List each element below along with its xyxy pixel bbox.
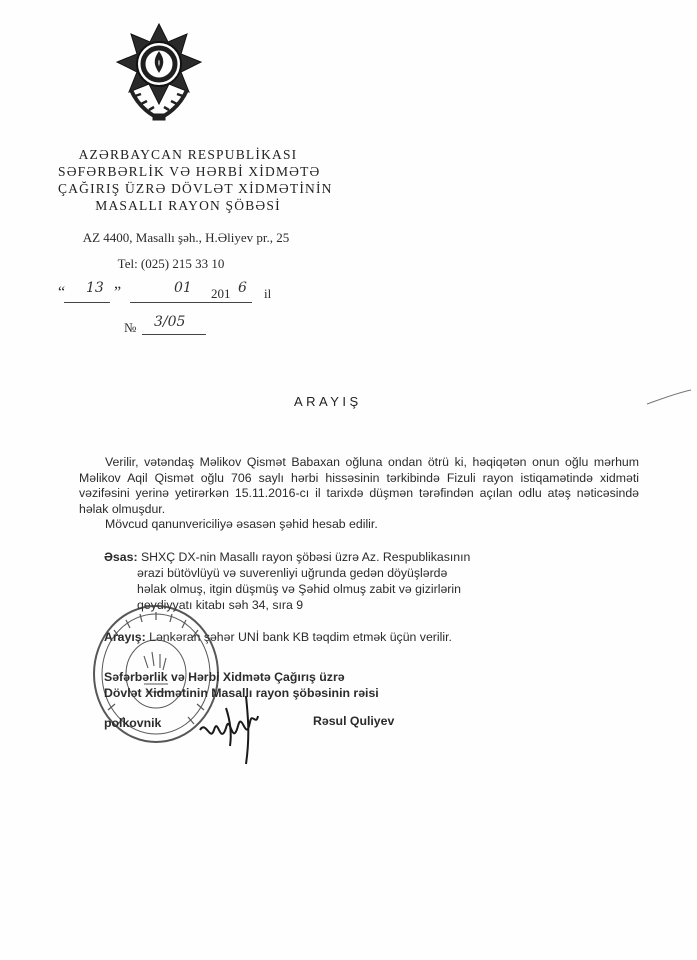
body-paragraph-2: Mövcud qanunvericiliyə əsasən şəhid hesab edilir. xyxy=(105,517,378,531)
date-month: 01 xyxy=(174,280,192,296)
org-name-line-4: MASALLI RAYON ŞÖBƏSİ xyxy=(95,198,281,213)
date-year-digit: 6 xyxy=(238,280,247,296)
state-emblem-icon xyxy=(113,20,205,122)
organization-header xyxy=(58,146,333,214)
basis-line-4: qeydiyyatı kitabı səh 34, sıra 9 xyxy=(137,598,304,612)
date-day: 13 xyxy=(86,280,104,296)
date-day-underline xyxy=(64,302,110,303)
org-name-line-3: ÇAĞIRIŞ ÜZRƏ DÖVLƏT XİDMƏTİNİN xyxy=(58,181,333,196)
date-close-quote: ” xyxy=(114,284,122,301)
basis-label: Əsas: xyxy=(104,550,138,564)
document-body xyxy=(79,455,639,533)
handwritten-signature-icon xyxy=(196,686,276,766)
document-title: ARAYIŞ xyxy=(294,394,362,409)
document-date xyxy=(58,280,318,306)
body-paragraph-1: Verilir, vətəndaş Məlikov Qismət Babaxan oğluna ondan ötrü ki, həqiqətən onun oğlu mərhum Məlikov Aqil Qismət oğlu 706 saylı hərbi hissəsinin tərkibində Fizuli rayon istiqamətində xidməti vəzifəsini yerinə yetirərkən 15.11.2016-cı il tarixdə düşmən tərəfindən açılan odlu atəş nəticəsində həlak olmuşdur. xyxy=(79,455,639,516)
org-name-line-2: SƏFƏRBƏRLİK VƏ HƏRBİ XİDMƏTƏ xyxy=(58,164,321,179)
document-number xyxy=(124,314,234,338)
date-suffix: il xyxy=(264,286,272,301)
date-year-prefix: 201 xyxy=(211,286,231,301)
purpose-text: Lənkəran şəhər UNİ bank KB təqdim etmək üçün verilir. xyxy=(149,630,452,644)
signatory-rank: polkovnik xyxy=(104,716,162,730)
basis-line-3: həlak olmuş, itgin düşmüş və Şəhid olmuş zabit və gizirlərin xyxy=(137,582,461,596)
date-open-quote: “ xyxy=(58,284,66,301)
basis-line-1: SHXÇ DX-nin Masallı rayon şöbəsi üzrə Az. Respublikasının xyxy=(140,550,471,564)
org-address: AZ 4400, Masallı şəh., H.Əliyev pr., 25 xyxy=(82,230,290,245)
number-value: 3/05 xyxy=(154,314,186,330)
pen-stroke-mark xyxy=(645,388,693,408)
signatory-org-line-2: Dövlət Xidmətinin Masallı rayon şöbəsinin rəisi xyxy=(104,686,379,700)
number-underline xyxy=(142,334,206,335)
signatory-name: Rəsul Quliyev xyxy=(313,714,395,728)
signatory-org-line-1: Səfərbərlik və Hərbi Xidmətə Çağırış üzrə xyxy=(104,670,345,684)
date-month-underline xyxy=(130,302,248,303)
basis-line-2: ərazi bütövlüyü və suverenliyi uğrunda gedən döyüşlərdə xyxy=(137,566,448,580)
purpose-label: Arayış: xyxy=(104,630,146,644)
number-label: № xyxy=(124,320,137,335)
org-phone: Tel: (025) 215 33 10 xyxy=(117,256,225,271)
org-name-line-1: AZƏRBAYCAN RESPUBLİKASI xyxy=(78,147,298,162)
date-year-underline xyxy=(234,302,252,303)
